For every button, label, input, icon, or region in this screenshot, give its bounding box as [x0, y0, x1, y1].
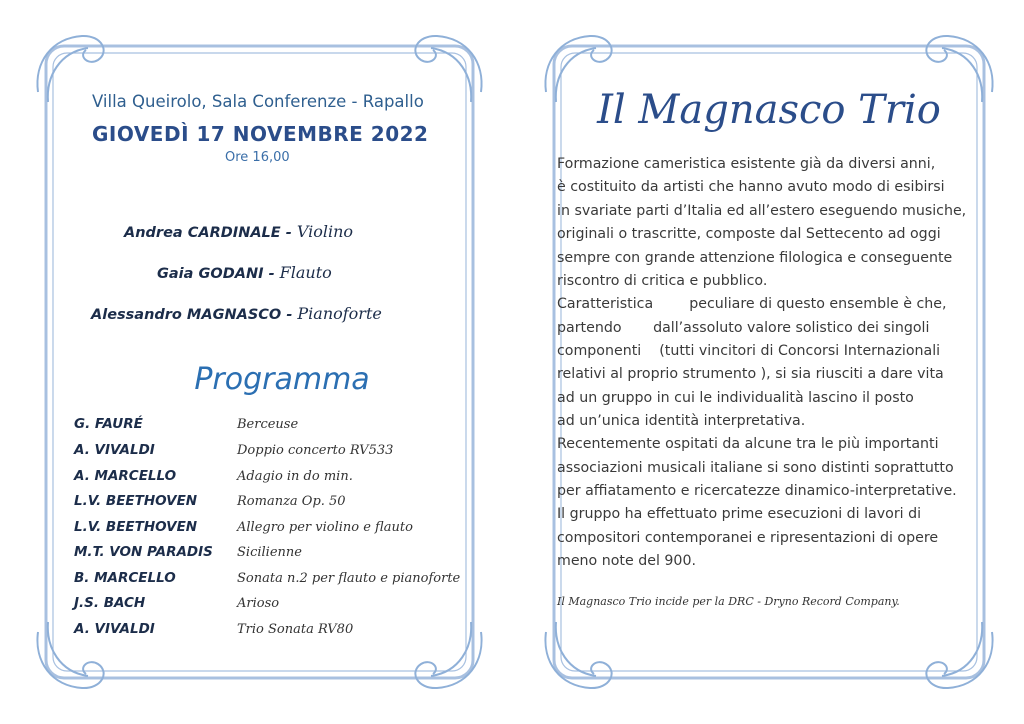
- performer-row: [124, 222, 353, 241]
- event-date: GIOVEDÌ 17 NOVEMBRE 2022: [92, 122, 429, 146]
- bio-line: ad un gruppo in cui le individualità lascino il posto: [557, 390, 914, 406]
- bio-line: componenti (tutti vincitori di Concorsi Internazionali: [557, 343, 941, 359]
- performer-row: [157, 263, 332, 282]
- program-title: Programma: [194, 362, 370, 397]
- program-piece: Sicilienne: [237, 545, 302, 560]
- performer-sep: -: [280, 225, 297, 241]
- bio-line: partendo dall’assoluto valore solistico dei singoli: [557, 320, 930, 336]
- program-piece: Romanza Op. 50: [237, 494, 346, 509]
- performer-name: Gaia GODANI: [157, 266, 264, 282]
- performer-sep: -: [263, 266, 280, 282]
- bio-line: Caratteristica peculiare di questo ensemble è che,: [557, 296, 947, 312]
- performer-instrument: Pianoforte: [297, 304, 382, 323]
- left-panel: [32, 32, 487, 692]
- program-piece: Sonata n.2 per flauto e pianoforte: [237, 571, 461, 586]
- program-composer: G. FAURÉ: [74, 416, 143, 432]
- bio-line: compositori contemporanei e ripresentazioni di opere: [557, 530, 939, 546]
- trio-title: Il Magnasco Trio: [597, 87, 941, 133]
- bio-line: Recentemente ospitati da alcune tra le più importanti: [557, 436, 939, 452]
- bio-line: per affiatamento e ricercatezze dinamico-interpretative.: [557, 483, 957, 499]
- program-composer: A. VIVALDI: [74, 442, 155, 458]
- performer-name: Alessandro MAGNASCO: [91, 307, 282, 323]
- footnote: Il Magnasco Trio incide per la DRC - Dryno Record Company.: [557, 595, 900, 608]
- bio-line: originali o trascritte, composte dal Settecento ad oggi: [557, 226, 941, 242]
- right-panel: [540, 32, 998, 692]
- performer-name: Andrea CARDINALE: [124, 225, 281, 241]
- program-piece: Arioso: [237, 596, 280, 611]
- bio-line: relativi al proprio strumento ), si sia riusciti a dare vita: [557, 366, 944, 382]
- performer-instrument: Violino: [296, 222, 354, 241]
- program-composer: L.V. BEETHOVEN: [74, 493, 198, 509]
- program-piece: Allegro per violino e flauto: [237, 520, 413, 535]
- performer-instrument: Flauto: [279, 263, 332, 282]
- bio-line: ad un’unica identità interpretativa.: [557, 413, 806, 429]
- event-time: Ore 16,00: [225, 150, 290, 165]
- program-composer: A. MARCELLO: [74, 468, 177, 484]
- program-composer: J.S. BACH: [74, 595, 146, 611]
- bio-line: in svariate parti d’Italia ed all’estero eseguendo musiche,: [557, 203, 967, 219]
- bio-line: Formazione cameristica esistente già da diversi anni,: [557, 156, 936, 172]
- performer-row: [91, 304, 382, 323]
- program-piece: Doppio concerto RV533: [237, 443, 394, 458]
- program-piece: Adagio in do min.: [237, 469, 353, 484]
- venue-line: Villa Queirolo, Sala Conferenze - Rapallo: [92, 92, 424, 111]
- bio-line: Il gruppo ha effettuato prime esecuzioni di lavori di: [557, 506, 922, 522]
- program-composer: A. VIVALDI: [74, 621, 155, 637]
- bio-line: meno note del 900.: [557, 553, 696, 569]
- bio-line: riscontro di critica e pubblico.: [557, 273, 768, 289]
- program-composer: M.T. VON PARADIS: [74, 544, 213, 560]
- corner-ornament-icon: [545, 36, 992, 688]
- program-piece: Berceuse: [237, 417, 299, 432]
- program-composer: L.V. BEETHOVEN: [74, 519, 198, 535]
- program-piece: Trio Sonata RV80: [237, 622, 354, 637]
- bio-line: sempre con grande attenzione filologica e conseguente: [557, 250, 953, 266]
- bio-line: è costituito da artisti che hanno avuto modo di esibirsi: [557, 179, 945, 195]
- performer-sep: -: [281, 307, 298, 323]
- bio-line: associazioni musicali italiane si sono distinti soprattutto: [557, 460, 954, 476]
- program-composer: B. MARCELLO: [74, 570, 176, 586]
